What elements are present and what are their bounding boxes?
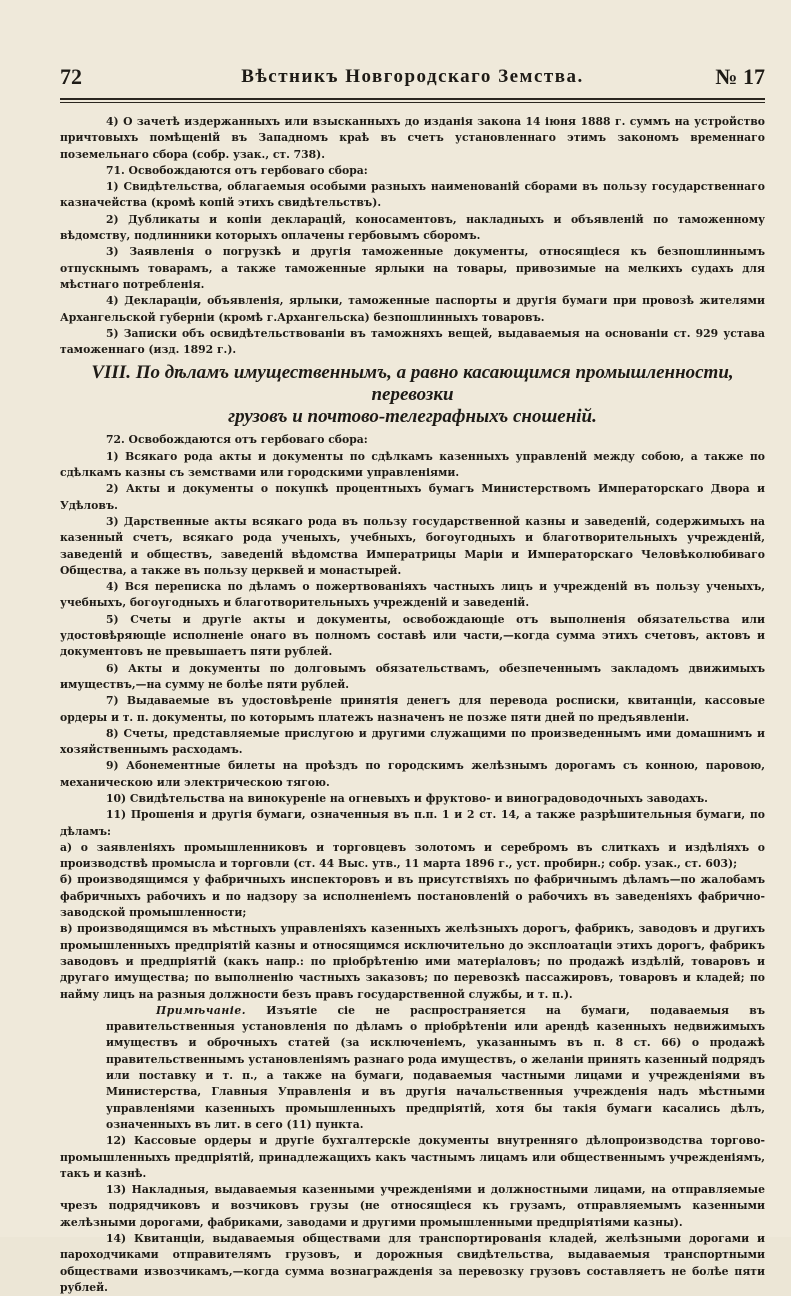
paragraph: б) производящимся у фабричныхъ инспекторовъ и въ присутствіяхъ по фабричнымъ дѣламъ—по жалобамъ фабричныхъ рабочихъ и по надзору за исполненіемъ постановленій о рабочихъ въ заведеніяхъ фабрично-заводской промышленности; (60, 873, 765, 920)
note-label: Примѣчаніе. (156, 1003, 247, 1017)
paragraph: а) о заявленіяхъ промышленниковъ и торговцевъ золотомъ и серебромъ въ слиткахъ и издѣліяхъ о производствѣ промысла и торговли (ст. 44 Выс. утв., 11 марта 1896 г., уст. пробирн.; собр. узак., ст. 603); (60, 840, 765, 871)
note-paragraph (60, 1003, 765, 1133)
page-header (60, 64, 765, 98)
paragraph: 10) Свидѣтельства на винокуреніе на огневыхъ и фруктово- и виноградоводочныхъ заводахъ. (106, 791, 708, 805)
paragraph: 2) Акты и документы о покупкѣ процентныхъ бумагъ Министерствомъ Императорскаго Двора и Удѣловъ. (60, 482, 765, 512)
paragraph: 11) Прошенія и другія бумаги, означенныя въ п.п. 1 и 2 ст. 14, а также разрѣшительныя бумаги, по дѣламъ: (60, 808, 765, 838)
paragraph: 7) Выдаваемые въ удостовѣреніе принятія денегъ для перевода росписки, квитанціи, кассовые ордеры и т. п. документы, по которымъ платежъ назначенъ не позже пяти дней по предъявленіи. (60, 694, 765, 724)
section-72 (60, 432, 765, 1002)
journal-title: Вѣстникъ Новгородскаго Земства. (241, 66, 584, 87)
section-heading-line-2: грузовъ и почтово-телеграфныхъ сношеній. (228, 406, 597, 428)
header-rule-thin (60, 102, 765, 103)
section-72-continued (60, 1133, 765, 1296)
section-71 (60, 114, 765, 358)
paragraph: 72. Освобождаются отъ гербоваго сбора: (106, 433, 368, 447)
paragraph: 3) Заявленія о погрузкѣ и другія таможенные документы, относящіеся къ безпошлиннымъ отпускнымъ товарамъ, а также таможенные ярлыки на товары, привозимые на мелкихъ судахъ для мѣстнаго потребленія. (60, 245, 765, 291)
section-heading (60, 362, 765, 428)
paragraph: 9) Абонементные билеты на проѣздъ по городскимъ желѣзнымъ дорогамъ съ конною, паровою, механическою или электрическою тягою. (60, 759, 765, 789)
paragraph: 71. Освобождаются отъ гербоваго сбора: (106, 163, 368, 177)
paragraph: 4) Деклараціи, объявленія, ярлыки, таможенные паспорты и другія бумаги при провозѣ жителями Архангельской губерніи (кромѣ г.Архангельска) безпошлинныхъ товаровъ. (60, 294, 765, 324)
paragraph: в) производящимся въ мѣстныхъ управленіяхъ казенныхъ желѣзныхъ дорогъ, фабрикъ, заводовъ и другихъ промышленныхъ предпріятій казны и относящимся исключительно до эксплоатаціи этихъ дорогъ, фабрикъ заводовъ и предпріятій (какъ напр.: по пріобрѣтенію ими матеріаловъ; по продажѣ издѣлій, товаровъ и другаго имущества; по выполненію частныхъ заказовъ; по перевозкѣ пассажировъ, товаровъ и кладей; по найму лицъ на разныя должности безъ правъ государственной службы, и т. п.). (60, 922, 765, 1001)
note-text: Изъятіе сіе не распространяется на бумаги, подаваемыя въ правительственныя установленія по дѣламъ о пріобрѣтеніи или арендѣ казенныхъ недвижимыхъ имуществъ и оброчныхъ статей (за исключеніемъ, указаннымъ въ п. 8 ст. 66) о продажѣ правительственнымъ установленіямъ разнаго рода имуществъ, о желаніи принять казенный подрядъ или поставку и т. п., а также на бумаги, подаваемыя частными лицами и учрежденіями въ Министерства, Главныя Управленія и въ другія начальственныя учрежденія надъ мѣстными управленіями казенныхъ промышленныхъ предпріятій, хотя бы такія бумаги касались дѣлъ, означенныхъ въ лит. в сего (11) пункта. (106, 1003, 765, 1131)
paragraph: 12) Кассовые ордеры и другіе бухгалтерскіе документы внутренняго дѣлопроизводства торгово-промышленныхъ предпріятій, принадлежащихъ какъ частнымъ лицамъ или общественнымъ учрежденіямъ, такъ и казнѣ. (60, 1134, 765, 1180)
issue-number: № 17 (715, 64, 765, 89)
paragraph: 3) Дарственные акты всякаго рода въ пользу государственной казны и заведеній, содержимыхъ на казенный счетъ, всякаго рода ученыхъ, учебныхъ, богоугодныхъ и благотворительныхъ учрежденій, заведеній и обществъ, заведеній вѣдомства Императрицы Маріи и Императорскаго Человѣколюбиваго Общества, а также въ пользу церквей и монастырей. (60, 514, 765, 577)
page-number: 72 (60, 64, 82, 89)
article-body (60, 114, 765, 1296)
paragraph: 4) Вся переписка по дѣламъ о пожертвованіяхъ частныхъ лицъ и учрежденій въ пользу ученыхъ, учебныхъ, богоугодныхъ и благотворительныхъ учрежденій и заведеній. (60, 580, 765, 610)
header-rule (60, 98, 765, 100)
paragraph: 5) Записки объ освидѣтельствованіи въ таможняхъ вещей, выдаваемыя на основаніи ст. 929 устава таможеннаго (изд. 1892 г.). (60, 326, 765, 357)
paragraph: 6) Акты и документы по долговымъ обязательствамъ, обезпеченнымъ закладомъ движимыхъ имуществъ,—на сумму не болѣе пяти рублей. (60, 661, 765, 691)
paragraph: 8) Счеты, представляемые прислугою и другими служащими по произведеннымъ ими домашнимъ и хозяйственнымъ расходамъ. (60, 726, 765, 757)
paragraph: 13) Накладныя, выдаваемыя казенными учрежденіями и должностными лицами, на отправляемые чрезъ подрядчиковъ и возчиковъ грузы (не относящіеся къ грузамъ, отправляемымъ казенными желѣзными дорогами, фабриками, заводами и другими промышленными предпріятіями казны). (60, 1183, 765, 1229)
paragraph: 2) Дубликаты и копіи декларацій, коносаментовъ, накладныхъ и объявленій по таможенному вѣдомству, подлинники которыхъ оплачены гербовымъ сборомъ. (60, 212, 765, 243)
paragraph: 14) Квитанціи, выдаваемыя обществами для транспортированія кладей, желѣзными дорогами и пароходчиками отправителямъ грузовъ, и дорожныя свидѣтельства, выдаваемыя транспортными обществами извозчикамъ,—когда сумма вознагражденія за перевозку грузовъ составляетъ не болѣе пяти рублей. (60, 1232, 765, 1294)
paragraph: 4) О зачетѣ издержанныхъ или взысканныхъ до изданія закона 14 іюня 1888 г. суммъ на устройство причтовыхъ помѣщеній въ Западномъ краѣ въ счетъ установленнаго этимъ закономъ временнаго поземельнаго сбора (собр. узак., ст. 738). (60, 115, 765, 161)
paragraph: 1) Свидѣтельства, облагаемыя особыми разныхъ наименованій сборами въ пользу государственнаго казначейства (кромѣ копій этихъ свидѣтельствъ). (60, 180, 765, 210)
paragraph: 1) Всякаго рода акты и документы по сдѣлкамъ казенныхъ управленій между собою, а также по сдѣлкамъ казны съ земствами или городскими управленіями. (60, 449, 765, 480)
section-heading-line-1: VIII. По дѣламъ имущественнымъ, а равно касающимся промышленности, перевозки (91, 362, 734, 406)
paragraph: 5) Счеты и другіе акты и документы, освобождающіе отъ выполненія обязательства или удостовѣряющіе исполненіе онаго въ полномъ составѣ или части,—когда сумма этихъ счетовъ, актовъ и документовъ не превышаетъ пяти рублей. (60, 612, 765, 659)
